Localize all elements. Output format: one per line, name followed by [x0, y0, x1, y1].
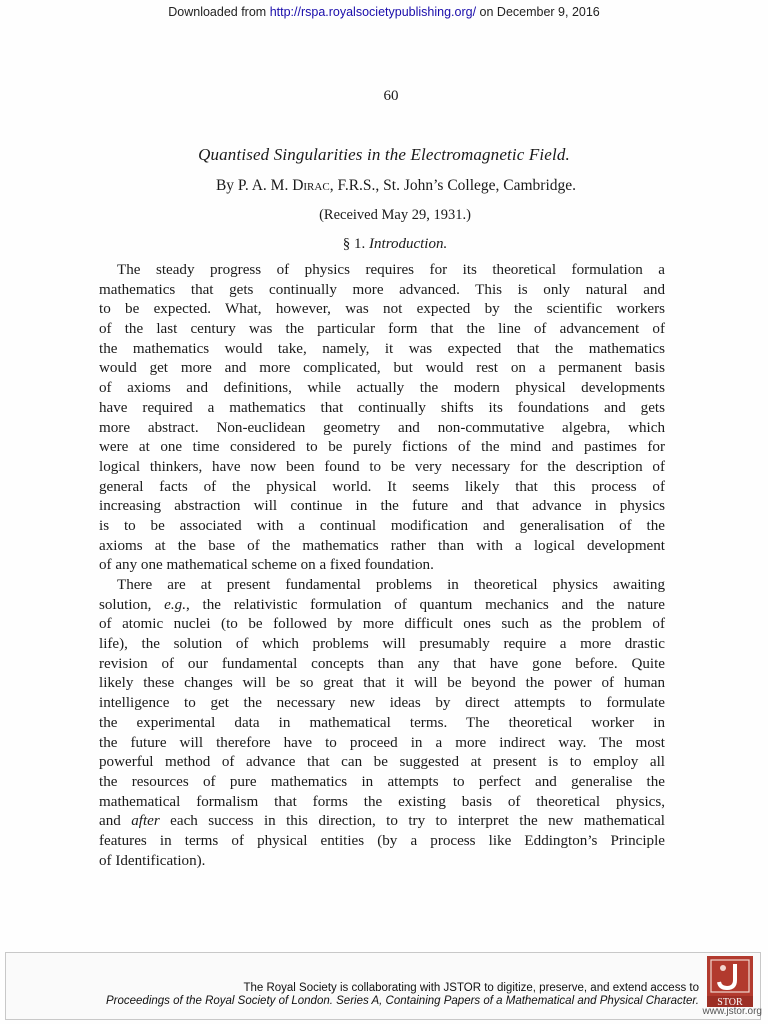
paragraph-2 — [99, 576, 665, 871]
text-line: is to be associated with a continual modification and generalisation of the — [99, 517, 665, 534]
author-name: Dirac — [292, 177, 330, 194]
download-notice — [0, 5, 768, 19]
paper-title: Quantised Singularities in the Electromagnetic Field. — [198, 145, 570, 164]
text-line: more abstract. Non-euclidean geometry and non-commutative algebra, which — [99, 419, 665, 436]
section-number: § 1. — [342, 236, 370, 252]
text-line: There are at present fundamental problems in theoretical physics awaiting — [117, 577, 665, 593]
eg-italic: e.g. — [164, 596, 186, 613]
text-line: of atomic nuclei (to be followed by more difficult ones such as the problem of — [99, 616, 665, 633]
text-line: logical thinkers, have now been found to be very necessary for the description of — [99, 458, 665, 475]
download-link[interactable]: http://rspa.royalsocietypublishing.org/ — [269, 5, 477, 19]
text-line: features in terms of physical entities (by a process like Eddington’s Principle — [99, 832, 665, 849]
text-line: to be expected. What, however, was not expected by the scientific workers — [99, 301, 665, 318]
text-line: revision of our fundamental concepts than any that have gone before. Quite — [99, 655, 665, 672]
text-line: mathematics that gets continually more advanced. This is only natural and — [99, 281, 665, 298]
download-suffix: on December 9, 2016 — [476, 5, 600, 19]
text-line: likely these changes will be so great that it will be beyond the power of human — [99, 675, 665, 692]
text-fragment: each success in this direction, to try to interpret the new mathematical — [159, 813, 665, 830]
text-line: axioms at the base of the mathematics rather than with a logical development — [99, 537, 665, 554]
section-heading — [0, 236, 768, 253]
text-line — [99, 812, 665, 832]
text-line: of any one mathematical scheme on a fixed foundation. — [99, 557, 434, 574]
text-line: of Identification). — [99, 852, 206, 869]
text-line: life), the solution of which problems will presumably require a more drastic — [99, 636, 665, 653]
text-line: The steady progress of physics requires for its theoretical formulation a — [117, 262, 665, 278]
text-fragment: , the relativistic formulation of quantum mechanics and the nature — [185, 596, 665, 613]
paragraph-1 — [99, 261, 665, 576]
footer-journal-title: Proceedings of the Royal Society of London. Series A, Containing Papers of a Mathematical and Physical Character. — [105, 995, 699, 1007]
text-line — [99, 596, 665, 616]
text-line: the mathematics would take, namely, it was expected that the mathematics — [99, 340, 665, 357]
text-fragment: solution, — [99, 596, 165, 613]
text-line: mathematical formalism that forms the existing basis of theoretical physics, — [99, 793, 665, 810]
jstor-logo-icon[interactable] — [705, 956, 757, 1008]
jstor-logo-text: STOR — [717, 997, 743, 1008]
body-text — [99, 261, 665, 871]
text-line: the experimental data in mathematical terms. The theoretical worker in — [99, 714, 665, 731]
text-fragment: and — [99, 813, 132, 830]
text-line: intelligence to get the necessary new ideas by direct attempts to formulate — [99, 695, 665, 712]
page-number: 60 — [383, 88, 399, 104]
download-prefix: Downloaded from — [168, 5, 270, 19]
section-name: Introduction. — [369, 236, 448, 252]
text-line: have required a mathematics that continually shifts its foundations and gets — [99, 399, 665, 416]
footer-collaboration-text: The Royal Society is collaborating with JSTOR to digitize, preserve, and extend access to — [243, 982, 699, 994]
after-italic: after — [131, 813, 160, 830]
text-line: increasing abstraction will continue in the future and that advance in physics — [99, 498, 665, 515]
author-affiliation: , F.R.S., St. John’s College, Cambridge. — [329, 177, 577, 194]
text-line: the future will therefore have to proceed in a more indirect way. The most — [99, 734, 665, 751]
text-line: the resources of pure mathematics in attempts to perfect and generalise the — [99, 773, 665, 790]
author-line — [0, 177, 768, 195]
text-line: powerful method of advance that can be suggested at present is to employ all — [99, 754, 665, 771]
jstor-url-link[interactable]: www.jstor.org — [702, 1006, 762, 1017]
text-line: general facts of the physical world. It seems likely that this process of — [99, 478, 665, 495]
received-date: (Received May 29, 1931.) — [319, 207, 471, 223]
author-by: By P. A. M. — [215, 177, 293, 194]
text-line: were at one time considered to be purely fictions of the mind and pastimes for — [99, 439, 665, 456]
text-line: of axioms and definitions, while actually the modern physical developments — [99, 380, 665, 397]
text-line: would get more and more complicated, but would rest on a permanent basis — [99, 360, 665, 377]
text-line: of the last century was the particular form that the line of advancement of — [99, 321, 665, 338]
